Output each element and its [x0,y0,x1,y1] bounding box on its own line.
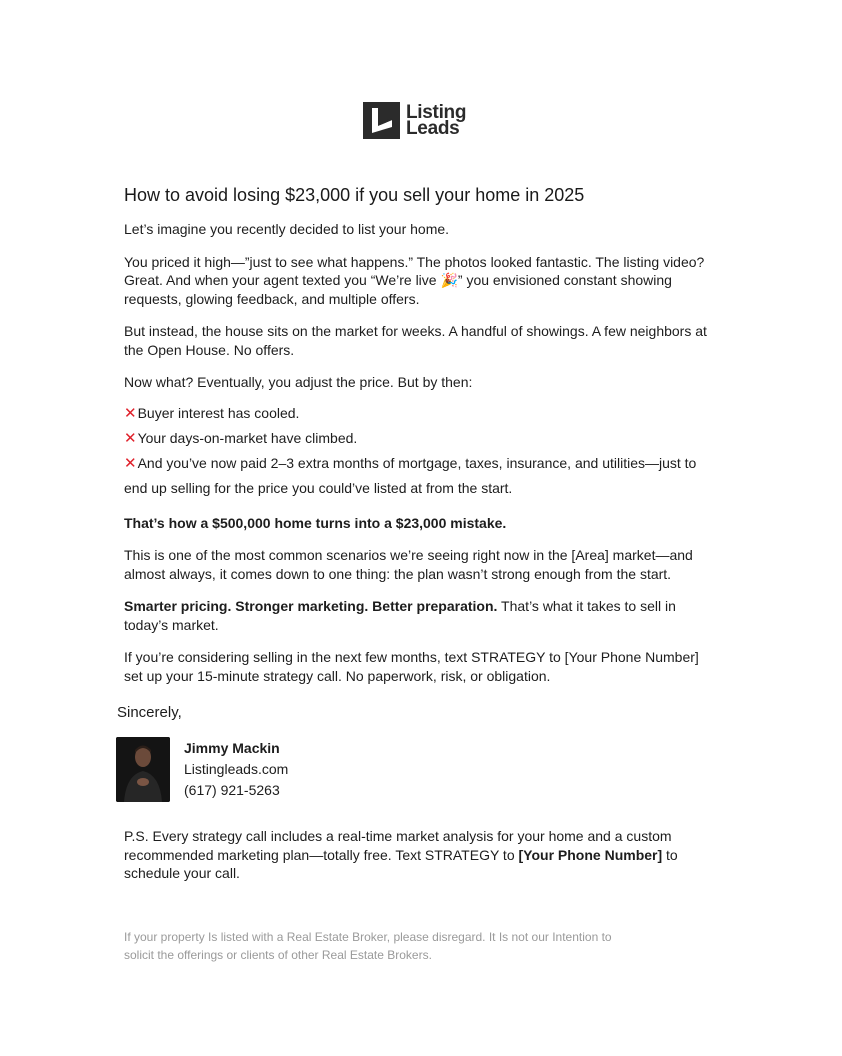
paragraph-intro: Let’s imagine you recently decided to list your home. [124,221,450,237]
list-item-text: Your days-on-market have climbed. [137,429,358,446]
agent-name: Jimmy Mackin [184,740,280,756]
list-item [124,451,716,500]
letter-headline: How to avoid losing $23,000 if you sell your home in 2025 [124,185,585,205]
listing-leads-logo-icon [363,102,400,139]
agent-website: Listingleads.com [184,761,289,777]
paragraph-common-scenario: This is one of the most common scenarios we’re seeing right now in the [Area] market—and almost always, it comes down to one thing: the plan wasn’t strong enough from the start. [124,547,693,582]
agent-portrait-icon [116,737,170,802]
party-popper-icon: 🎉 [440,272,458,288]
smarter-pricing-bold: Smarter pricing. Stronger marketing. Better preparation. [124,598,498,614]
paragraph-call-to-action: If you’re considering selling in the next few months, text STRATEGY to [Your Phone Number] set up your 15-minute strategy call. No paperwork, risk, or obligation. [124,649,699,684]
postscript-phone-placeholder: [Your Phone Number] [518,846,663,863]
paragraph-priced-high [124,253,716,309]
logo-line-1: Listing [406,101,467,123]
list-item-text: And you’ve now paid 2–3 extra months of mortgage, taxes, insurance, and utilities—just to end up selling for the price you could’ve listed at from the start. [124,454,697,496]
paragraph-smarter-pricing [124,597,716,634]
letter-body [124,182,716,699]
paragraph-now-what: Now what? Eventually, you adjust the price. But by then: [124,374,473,390]
paragraph-priced-high-text-2: ” you envisioned constant showing requests, glowing feedback, and multiple offers. [124,272,672,307]
list-item [124,426,716,451]
postscript-text-1: P.S. Every strategy call includes a real-time market analysis for your home and a custom recommended marketing plan—totally free. Text STRATEGY to [124,828,672,863]
listing-leads-logo [363,102,466,139]
red-x-icon: ✕ [124,404,137,422]
red-x-icon: ✕ [124,429,137,447]
logo-wordmark [406,101,467,139]
closing-sincerely: Sincerely, [117,704,182,721]
smarter-pricing-rest: That’s what it takes to sell in today’s market. [124,598,676,633]
list-item [124,401,716,426]
paragraph-sits-on-market: But instead, the house sits on the market for weeks. A handful of showings. A few neighbors at the Open House. No offers. [124,323,707,358]
logo-line-2: Leads [406,117,460,139]
agent-photo [116,737,170,802]
list-item-text: Buyer interest has cooled. [137,404,300,421]
broker-disclaimer: If your property Is listed with a Real Estate Broker, please disregard. It Is not our Intention to solicit the offerings or clients of other Real Estate Brokers. [124,930,612,962]
agent-phone: (617) 921-5263 [184,782,280,798]
postscript [124,827,716,883]
red-x-icon: ✕ [124,454,137,472]
consequences-list [124,401,716,500]
paragraph-priced-high-text-1: You priced it high—”just to see what happens.” The photos looked fantastic. The listing video? Great. And when your agent texted you “We’re live [124,253,705,288]
paragraph-mistake-callout: That’s how a $500,000 home turns into a $23,000 mistake. [124,514,507,531]
postscript-text-2: to schedule your call. [124,846,678,881]
